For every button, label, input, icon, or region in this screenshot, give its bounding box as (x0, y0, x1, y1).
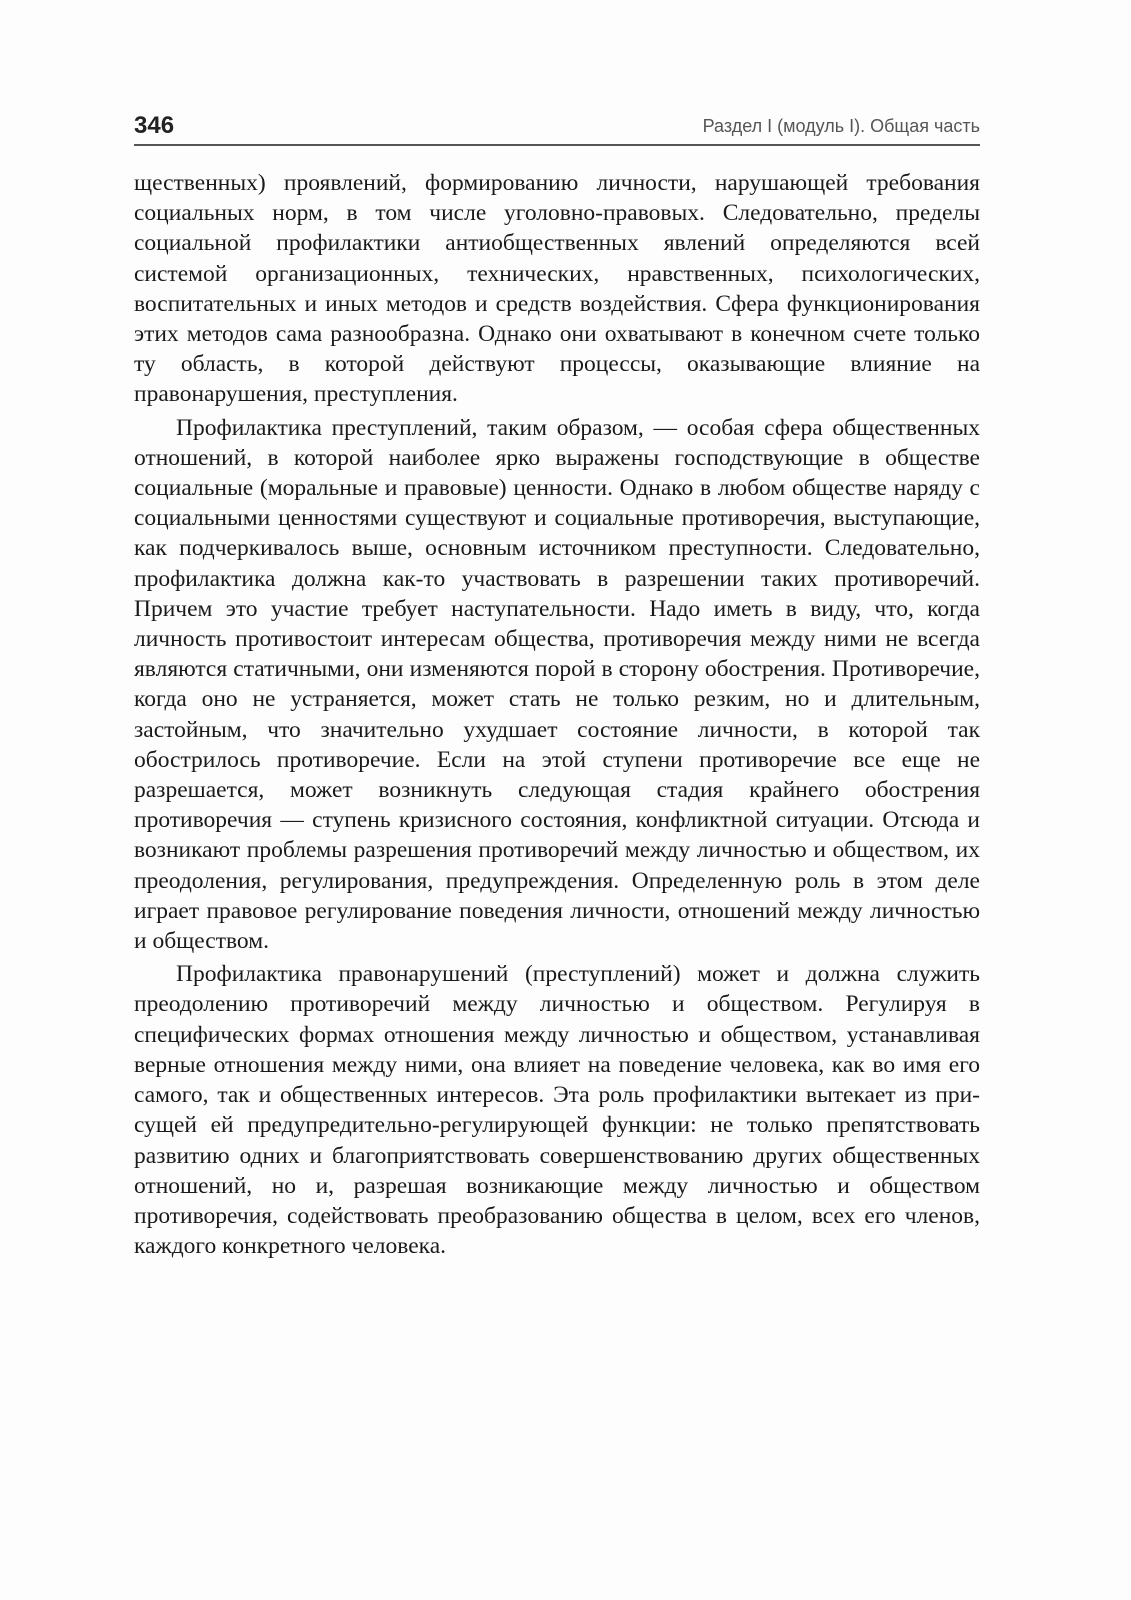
body-text (134, 168, 980, 1264)
section-title: Раздел I (модуль I). Общая часть (702, 116, 980, 136)
running-header (134, 110, 980, 146)
paragraph-continued: щественных) проявлений, формированию личности, нарушающей требования социальных норм, в том числе уголовно-правовых. Следовательно, пределы социальной профилактики антиобщественных явлений определяются всей системой организационных, технических, нравственных, психологических, воспитательных и иных методов и средств воздействия. Сфера функционирования этих методов сама разнообразна. Однако они охватывают в конечном счете только ту область, в которой действуют процессы, оказывающие влияние на правонарушения, преступления. (134, 170, 980, 408)
paragraph: Профилактика правонарушений (преступлений) может и должна служить преодолению противоречий между личностью и обществом. Регулируя в специфических формах отношения между личностью и обществом, устанавливая верные отношения между ними, она влияет на поведение человека, как во имя его самого, так и общественных интересов. Эта роль профилактики вытекает из присущей ей предупредительно-регулирующей функции: не только препятствовать развитию одних и благоприятствовать совершенствованию других общественных отношений, но и, разрешая возникающие между личностью и обществом противоречия, содействовать преобразованию общества в целом, всех его членов, каждого конкретного человека. (134, 961, 980, 1260)
paragraph: Профилактика преступлений, таким образом, — особая сфера общественных отношений, в которой наиболее ярко выражены господствующие в обществе социальные (моральные и правовые) ценности. Однако в любом обществе наряду с социальными ценностями существуют и социальные противоречия, выступающие, как подчеркивалось выше, основным источником преступности. Следовательно, профилактика должна как-то участвовать в разрешении таких противоречий. Причем это участие требует наступательности. Надо иметь в виду, что, когда личность противостоит интересам общества, противоречия между ними не всегда являются статичными, они изменяются порой в сторону обострения. Противоречие, когда оно не устраняется, может стать не только резким, но и длительным, застойным, что значительно ухудшает состояние личности, в которой так обострилось противоречие. Если на этой ступени противоречие все еще не разрешается, может возникнуть следующая стадия крайнего обострения противоречия — ступень кризисного состояния, конфликтной ситуации. Отсюда и возникают проблемы разрешения противоречий между личностью и обществом, их преодоления, регулирования, предупреждения. Определенную роль в этом деле играет правовое регулирование поведения личности, отношений между личностью и обществом. (134, 414, 980, 955)
page-number: 346 (134, 112, 175, 139)
